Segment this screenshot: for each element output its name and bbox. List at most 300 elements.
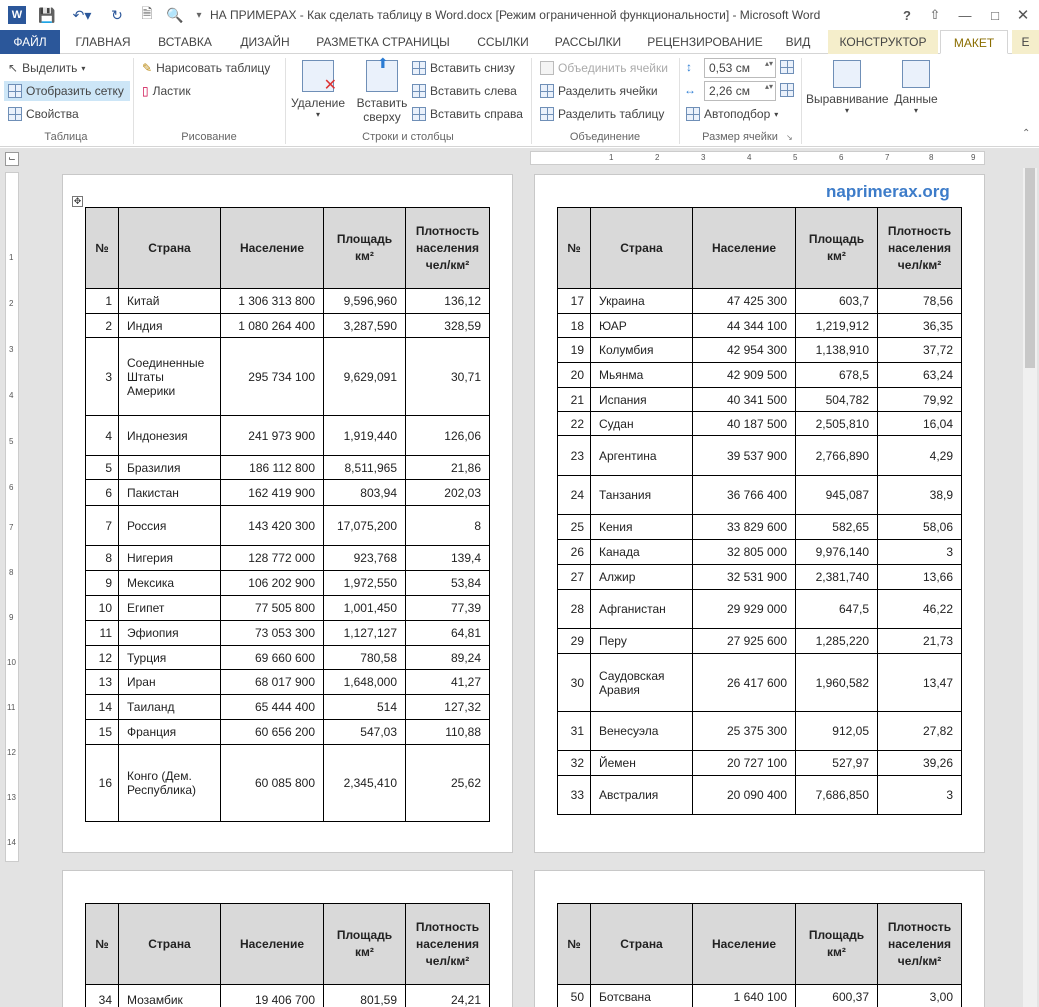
grid-icon [8,84,22,98]
cell-population[interactable]: 40 187 500 [693,412,796,436]
cell-country[interactable]: Мьянма [591,363,693,388]
cell-population[interactable]: 29 929 000 [693,590,796,629]
cell-country[interactable]: Йемен [591,751,693,776]
insert-above-icon: ⬆ [366,60,398,92]
group-label-cell-size: Размер ячейки [702,131,778,143]
cell-population[interactable]: 73 053 300 [221,621,324,646]
horizontal-ruler[interactable]: 1 2 3 4 5 6 7 8 9 [530,151,985,165]
table-move-handle-icon[interactable]: ✥ [73,196,82,206]
cell-area[interactable]: 600,37 [796,985,878,1007]
header-no: № [86,208,119,289]
cell-population[interactable]: 128 772 000 [221,546,324,571]
cell-no[interactable]: 30 [558,654,591,712]
merge-cells-icon [540,61,554,75]
cell-density[interactable]: 30,71 [406,338,490,416]
cell-population[interactable]: 68 017 900 [221,670,324,695]
cell-density[interactable]: 13,47 [878,654,962,712]
cell-country[interactable]: Мексика [119,571,221,596]
population-table-2 [557,207,962,815]
table-row [86,621,490,646]
cell-no[interactable]: 31 [558,712,591,751]
cell-density[interactable]: 21,73 [878,629,962,654]
tab-references[interactable]: ССЫЛКИ [477,35,529,49]
cell-population[interactable]: 20 727 100 [693,751,796,776]
cell-no[interactable]: 22 [558,412,591,436]
cell-country[interactable]: Аргентина [591,436,693,476]
table-row [558,712,962,751]
cell-density[interactable]: 46,22 [878,590,962,629]
tab-table-design[interactable]: КОНСТРУКТОР [828,30,938,54]
close-icon[interactable]: ✕ [1016,7,1030,24]
cell-no[interactable]: 13 [86,670,119,695]
cell-population[interactable]: 32 531 900 [693,565,796,590]
cell-area[interactable]: 1,219,912 [796,314,878,338]
table-row [558,289,962,314]
cell-area[interactable]: 678,5 [796,363,878,388]
cell-density[interactable]: 126,06 [406,416,490,456]
eraser-icon: ▯ [142,84,149,98]
cell-density[interactable]: 139,4 [406,546,490,571]
table-row [558,338,962,363]
cell-area[interactable]: 547,03 [324,720,406,745]
cell-no[interactable]: 2 [86,314,119,338]
cell-area[interactable]: 945,087 [796,476,878,515]
tab-page-layout[interactable]: РАЗМЕТКА СТРАНИЦЫ [316,35,450,49]
cell-country[interactable]: Таиланд [119,695,221,720]
cell-country[interactable]: Конго (Дем. Республика) [119,745,221,822]
cell-density[interactable]: 27,82 [878,712,962,751]
group-label-table: Таблица [44,131,88,143]
cell-no[interactable]: 21 [558,388,591,412]
table-row [558,476,962,515]
cell-no[interactable]: 16 [86,745,119,822]
cell-country[interactable]: Нигерия [119,546,221,571]
cell-country[interactable]: Австралия [591,776,693,815]
data-button[interactable]: Данные ▾ [890,60,942,115]
cell-area[interactable]: 514 [324,695,406,720]
draw-table-button[interactable]: ✎ Нарисовать таблицу [142,61,271,75]
cell-population[interactable]: 143 420 300 [221,506,324,546]
cell-country[interactable]: Соединенные Штаты Америки [119,338,221,416]
insert-above-button[interactable]: ⬆ Вставить сверху [356,55,408,124]
cell-population[interactable]: 186 112 800 [221,456,324,480]
cell-country[interactable]: Танзания [591,476,693,515]
table-row [86,720,490,745]
cell-population[interactable]: 27 925 600 [693,629,796,654]
cell-country[interactable]: Пакистан [119,480,221,506]
cell-density[interactable]: 127,32 [406,695,490,720]
cell-population[interactable]: 47 425 300 [693,289,796,314]
cell-area[interactable]: 1,648,000 [324,670,406,695]
cell-density[interactable]: 41,27 [406,670,490,695]
cell-density[interactable]: 37,72 [878,338,962,363]
site-watermark: naprimerax.org [826,182,950,201]
cell-density[interactable]: 36,35 [878,314,962,338]
print-preview-icon[interactable]: 🔍 [166,6,184,23]
table-row [558,776,962,815]
cell-country[interactable]: Бразилия [119,456,221,480]
maximize-icon[interactable]: □ [991,7,999,23]
view-gridlines-button[interactable]: Отобразить сетку [4,81,130,101]
collapse-ribbon-icon[interactable]: ⌃ [1022,128,1031,139]
cell-area[interactable]: 923,768 [324,546,406,571]
header-population: Население [221,208,324,289]
cell-density[interactable]: 39,26 [878,751,962,776]
cell-no[interactable]: 5 [86,456,119,480]
vertical-scrollbar[interactable] [1023,168,1037,1007]
window-title: НА ПРИМЕРАХ - Как сделать таблицу в Word.docx [Режим ограниченной функциональности] - Microsoft Word [210,8,821,22]
scrollbar-thumb[interactable] [1025,168,1035,368]
cell-density[interactable]: 79,92 [878,388,962,412]
tab-view[interactable]: ВИД [785,35,811,49]
cell-no[interactable]: 3 [86,338,119,416]
cell-no[interactable]: 25 [558,515,591,540]
cell-no[interactable]: 8 [86,546,119,571]
cell-no[interactable]: 29 [558,629,591,654]
table-row [558,515,962,540]
cell-country[interactable]: Египет [119,596,221,621]
population-table-3 [85,903,490,1007]
tab-file[interactable]: ФАЙЛ [0,30,60,54]
data-icon [902,60,930,88]
cell-no[interactable]: 17 [558,289,591,314]
cell-no[interactable]: 15 [86,720,119,745]
cell-no[interactable]: 34 [86,985,119,1007]
delete-table-icon: ✕ [302,60,334,92]
table-row [86,506,490,546]
cell-area[interactable]: 603,7 [796,289,878,314]
split-table-icon [540,107,554,121]
cell-area[interactable]: 7,686,850 [796,776,878,815]
table-row [86,289,490,314]
table-properties-icon [8,107,22,121]
distribute-columns-icon[interactable] [780,83,794,97]
cell-population[interactable]: 106 202 900 [221,571,324,596]
cell-population[interactable]: 162 419 900 [221,480,324,506]
cell-no[interactable]: 20 [558,363,591,388]
cell-country[interactable]: Индия [119,314,221,338]
tab-overflow[interactable]: E [1012,30,1039,54]
cell-country[interactable]: Венесуэла [591,712,693,751]
cell-no[interactable]: 28 [558,590,591,629]
cell-population[interactable]: 241 973 900 [221,416,324,456]
cell-population[interactable]: 295 734 100 [221,338,324,416]
table-row [86,695,490,720]
merge-cells-button[interactable]: Объединить ячейки [540,58,668,78]
cell-density[interactable]: 4,29 [878,436,962,476]
cell-population[interactable]: 40 341 500 [693,388,796,412]
cell-no[interactable]: 14 [86,695,119,720]
cell-country[interactable]: Перу [591,629,693,654]
tab-layout[interactable]: МАКЕТ [940,30,1008,54]
cell-area[interactable]: 1,127,127 [324,621,406,646]
ribbon-display-icon[interactable]: ⇧ [929,7,941,22]
cell-population[interactable]: 42 954 300 [693,338,796,363]
tab-design[interactable]: ДИЗАЙН [240,35,290,49]
cell-area[interactable]: 2,345,410 [324,745,406,822]
properties-button[interactable]: Свойства [8,104,79,124]
insert-right-button[interactable]: Вставить справа [412,104,523,124]
cell-density[interactable]: 16,04 [878,412,962,436]
chevron-down-icon: ▾ [315,110,320,119]
cell-density[interactable]: 202,03 [406,480,490,506]
header-population: Население [693,208,796,289]
cell-country[interactable]: Саудовская Аравия [591,654,693,712]
cell-no[interactable]: 12 [86,646,119,670]
minimize-icon[interactable]: — [958,7,972,23]
cell-no[interactable]: 24 [558,476,591,515]
cell-country[interactable]: Афганистан [591,590,693,629]
eraser-button[interactable]: ▯ Ластик [142,84,191,98]
cell-density[interactable]: 78,56 [878,289,962,314]
cell-no[interactable]: 9 [86,571,119,596]
cell-no[interactable]: 18 [558,314,591,338]
cell-population[interactable]: 1 306 313 800 [221,289,324,314]
cell-population[interactable]: 44 344 100 [693,314,796,338]
header-no: № [86,904,119,985]
cell-country[interactable]: Алжир [591,565,693,590]
cell-country[interactable]: Мозамбик [119,985,221,1007]
table-row [86,338,490,416]
autofit-icon [686,107,700,121]
cell-no[interactable]: 7 [86,506,119,546]
cell-country[interactable]: Турция [119,646,221,670]
cell-no[interactable]: 19 [558,338,591,363]
cell-area[interactable]: 803,94 [324,480,406,506]
cell-no[interactable]: 1 [86,289,119,314]
split-table-button[interactable]: Разделить таблицу [540,104,664,124]
table-row [558,363,962,388]
cell-area[interactable]: 2,766,890 [796,436,878,476]
cell-population[interactable]: 32 805 000 [693,540,796,565]
column-width-icon: ↔ [684,83,696,97]
table-row [558,565,962,590]
cell-density[interactable]: 136,12 [406,289,490,314]
cell-area[interactable]: 8,511,965 [324,456,406,480]
dialog-launcher-icon[interactable]: ↘ [786,133,793,142]
distribute-rows-icon[interactable] [780,60,794,74]
tab-home[interactable]: ГЛАВНАЯ [75,35,131,49]
tab-selector-icon[interactable]: ⌙ [5,152,19,166]
cell-no[interactable]: 33 [558,776,591,815]
cell-population[interactable]: 19 406 700 [221,985,324,1007]
undo-icon[interactable]: ↶▾ [72,6,92,23]
header-area: Площадь км² [796,904,878,985]
cell-population[interactable]: 1 640 100 [693,985,796,1007]
tab-review[interactable]: РЕЦЕНЗИРОВАНИЕ [647,35,763,49]
table-row [558,751,962,776]
cell-country[interactable]: Франция [119,720,221,745]
cell-density[interactable]: 38,9 [878,476,962,515]
cell-area[interactable]: 1,919,440 [324,416,406,456]
group-label-merge: Объединение [569,131,641,143]
cell-population[interactable]: 60 656 200 [221,720,324,745]
cell-density[interactable]: 21,86 [406,456,490,480]
insert-below-button[interactable]: Вставить снизу [412,58,515,78]
table-row [86,546,490,571]
cell-country[interactable]: Китай [119,289,221,314]
table-row [86,456,490,480]
header-density: Плотность населения чел/км² [406,904,490,985]
pencil-icon: ✎ [142,61,153,75]
population-table-4 [557,903,962,1007]
cell-population[interactable]: 1 080 264 400 [221,314,324,338]
cell-density[interactable]: 77,39 [406,596,490,621]
delete-button[interactable]: ✕ Удаление ▾ [290,60,346,119]
header-population: Население [693,904,796,985]
cell-density[interactable]: 58,06 [878,515,962,540]
separator [801,58,802,144]
cell-area[interactable]: 9,596,960 [324,289,406,314]
cursor-icon: ↖ [8,61,19,75]
cell-density[interactable]: 24,21 [406,985,490,1007]
header-density: Плотность населения чел/км² [878,208,962,289]
header-population: Население [221,904,324,985]
word-logo-icon: W [8,6,26,24]
group-label-rows-columns: Строки и столбцы [362,131,454,143]
cell-population[interactable]: 36 766 400 [693,476,796,515]
cell-area[interactable]: 1,001,450 [324,596,406,621]
cell-country[interactable]: Канада [591,540,693,565]
split-cells-button[interactable]: Разделить ячейки [540,81,658,101]
table-row [558,654,962,712]
cell-density[interactable]: 53,84 [406,571,490,596]
cell-area[interactable]: 9,976,140 [796,540,878,565]
cell-no[interactable]: 27 [558,565,591,590]
cell-population[interactable]: 60 085 800 [221,745,324,822]
header-area: Площадь км² [796,208,878,289]
row-height-icon: ↕ [686,60,692,74]
header-country: Страна [591,208,693,289]
cell-density[interactable]: 63,24 [878,363,962,388]
split-cells-icon [540,84,554,98]
header-area: Площадь км² [324,208,406,289]
autofit-button[interactable]: Автоподбор ▾ [686,104,778,124]
cell-no[interactable]: 4 [86,416,119,456]
cell-population[interactable]: 25 375 300 [693,712,796,751]
cell-density[interactable]: 3,00 [878,985,962,1007]
cell-area[interactable]: 1,972,550 [324,571,406,596]
cell-no[interactable]: 11 [86,621,119,646]
row-height-input[interactable]: 0,53 см ▴▾ [704,58,776,78]
cell-density[interactable]: 8 [406,506,490,546]
insert-below-icon [412,61,426,75]
cell-no[interactable]: 26 [558,540,591,565]
tab-mailings[interactable]: РАССЫЛКИ [554,35,622,49]
cell-country[interactable]: Россия [119,506,221,546]
cell-population[interactable]: 42 909 500 [693,363,796,388]
table-row [86,985,490,1007]
cell-country[interactable]: Ботсвана [591,985,693,1007]
cell-population[interactable]: 20 090 400 [693,776,796,815]
cell-area[interactable]: 9,629,091 [324,338,406,416]
cell-area[interactable]: 801,59 [324,985,406,1007]
new-document-icon[interactable]: 🗎 [141,5,153,21]
column-width-input[interactable]: 2,26 см ▴▾ [704,81,776,101]
cell-area[interactable]: 912,05 [796,712,878,751]
cell-area[interactable]: 780,58 [324,646,406,670]
table-row [86,646,490,670]
tab-insert[interactable]: ВСТАВКА [158,35,212,49]
table-row [558,629,962,654]
cell-area[interactable]: 1,138,910 [796,338,878,363]
cell-country[interactable]: Украина [591,289,693,314]
cell-country[interactable]: Кения [591,515,693,540]
header-density: Плотность населения чел/км² [878,904,962,985]
cell-density[interactable]: 110,88 [406,720,490,745]
cell-country[interactable]: Эфиопия [119,621,221,646]
redo-icon[interactable]: ↻ [111,6,123,23]
cell-density[interactable]: 89,24 [406,646,490,670]
cell-density[interactable]: 13,66 [878,565,962,590]
alignment-button[interactable]: Выравнивание ▾ [806,60,888,115]
cell-population[interactable]: 33 829 600 [693,515,796,540]
header-density: Плотность населения чел/км² [406,208,490,289]
cell-country[interactable]: Колумбия [591,338,693,363]
cell-area[interactable]: 17,075,200 [324,506,406,546]
cell-area[interactable]: 2,505,810 [796,412,878,436]
table-row [558,540,962,565]
cell-no[interactable]: 6 [86,480,119,506]
cell-population[interactable]: 77 505 800 [221,596,324,621]
cell-density[interactable]: 328,59 [406,314,490,338]
cell-no[interactable]: 23 [558,436,591,476]
cell-country[interactable]: Иран [119,670,221,695]
table-row [558,412,962,436]
cell-population[interactable]: 65 444 400 [221,695,324,720]
cell-density[interactable]: 64,81 [406,621,490,646]
cell-area[interactable]: 647,5 [796,590,878,629]
cell-country[interactable]: Испания [591,388,693,412]
cell-country[interactable]: Судан [591,412,693,436]
table-row [558,590,962,629]
cell-population[interactable]: 26 417 600 [693,654,796,712]
cell-area[interactable]: 1,960,582 [796,654,878,712]
cell-country[interactable]: Индонезия [119,416,221,456]
table-row [86,571,490,596]
cell-no[interactable]: 50 [558,985,591,1007]
cell-no[interactable]: 32 [558,751,591,776]
cell-population[interactable]: 39 537 900 [693,436,796,476]
cell-area[interactable]: 504,782 [796,388,878,412]
cell-area[interactable]: 582,65 [796,515,878,540]
vertical-ruler[interactable]: 1 2 3 4 5 6 7 8 9 10 11 12 13 14 [5,172,19,862]
population-table-1 [85,207,490,822]
save-icon[interactable]: 💾 [38,6,56,23]
cell-area[interactable]: 527,97 [796,751,878,776]
cell-area[interactable]: 2,381,740 [796,565,878,590]
help-icon[interactable]: ? [903,7,911,23]
alignment-icon [833,60,861,88]
ribbon-tabs [0,30,1039,54]
cell-area[interactable]: 3,287,590 [324,314,406,338]
table-row [558,388,962,412]
cell-population[interactable]: 69 660 600 [221,646,324,670]
cell-country[interactable]: ЮАР [591,314,693,338]
select-button[interactable]: ↖ Выделить ▾ [8,61,86,75]
cell-density[interactable]: 3 [878,540,962,565]
cell-area[interactable]: 1,285,220 [796,629,878,654]
header-country: Страна [591,904,693,985]
header-country: Страна [119,208,221,289]
insert-left-button[interactable]: Вставить слева [412,81,517,101]
cell-no[interactable]: 10 [86,596,119,621]
header-no: № [558,208,591,289]
customize-qat-icon[interactable]: ▾ [196,9,202,21]
title-bar [0,0,1039,30]
cell-density[interactable]: 25,62 [406,745,490,822]
cell-density[interactable]: 3 [878,776,962,815]
